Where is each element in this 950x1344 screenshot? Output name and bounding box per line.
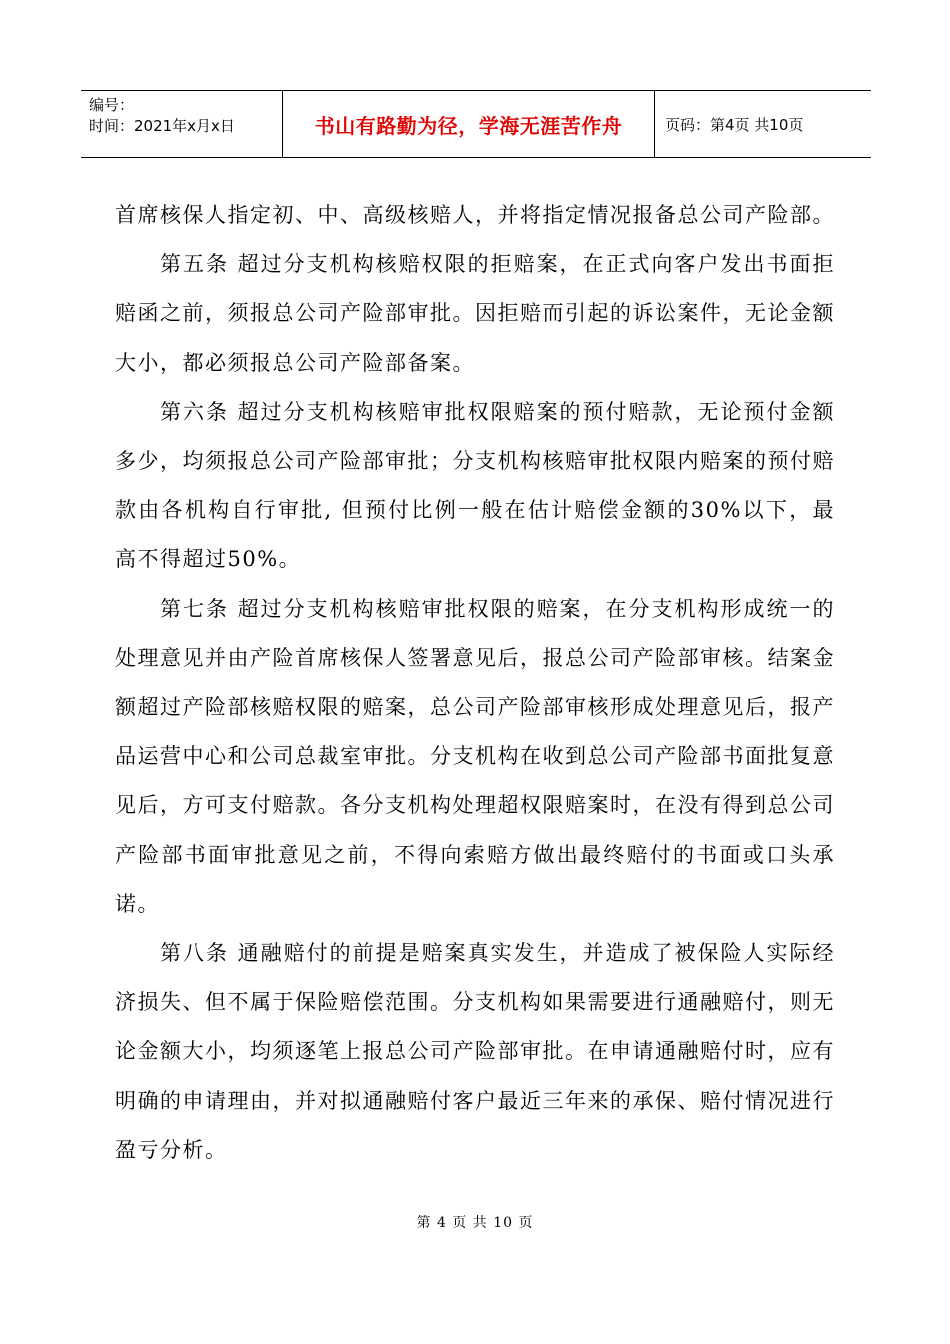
page-footer: 第 4 页 共 10 页 — [416, 1215, 534, 1231]
paragraph-continuation: 首席核保人指定初、中、高级核赔人，并将指定情况报备总公司产险部。 — [115, 203, 835, 227]
header-page-cell — [655, 91, 871, 157]
paragraph-article-5: 第五条 超过分支机构核赔权限的拒赔案，在正式向客户发出书面拒赔函之前，须报总公司产险部审批。因拒赔而引起的诉讼案件，无论金额大小，都必须报总公司产险部备案。 — [115, 252, 835, 375]
header-motto-cell — [282, 91, 655, 157]
number-label: 编号： — [89, 96, 135, 114]
paragraph-article-7: 第七条 超过分支机构核赔审批权限的赔案，在分支机构形成统一的处理意见并由产险首席核保人签署意见后，报总公司产险部审核。结案金额超过产险部核赔权限的赔案，总公司产险部审核形成处理意见后，报产品运营中心和公司总裁室审批。分支机构在收到总公司产险部书面批复意见后，方可支付赔款。各分支机构处理超权限赔案时，在没有得到总公司产险部书面审批意见之前，不得向索赔方做出最终赔付的书面或口头承诺。 — [115, 596, 835, 916]
page-number-label: 页码：第4页 共10页 — [665, 115, 804, 134]
time-label: 时间：2021年x月x日 — [89, 117, 235, 135]
paragraph-article-8: 第八条 通融赔付的前提是赔案真实发生，并造成了被保险人实际经济损失、但不属于保险赔偿范围。分支机构如果需要进行通融赔付，则无论金额大小，均须逐笔上报总公司产险部审批。在申请通融赔付时，应有明确的申请理由，并对拟通融赔付客户最近三年来的承保、赔付情况进行盈亏分析。 — [115, 941, 835, 1162]
document-body — [115, 191, 835, 1175]
page-header — [81, 90, 871, 158]
header-info-cell — [81, 91, 282, 157]
paragraph-article-6: 第六条 超过分支机构核赔审批权限赔案的预付赔款，无论预付金额多少，均须报总公司产险部审批；分支机构核赔审批权限内赔案的预付赔款由各机构自行审批, 但预付比例一般在估计赔偿金额的30%以下，最高不得超过50%。 — [115, 399, 835, 572]
motto-text: 书山有路勤为径，学海无涯苦作舟 — [314, 113, 623, 138]
